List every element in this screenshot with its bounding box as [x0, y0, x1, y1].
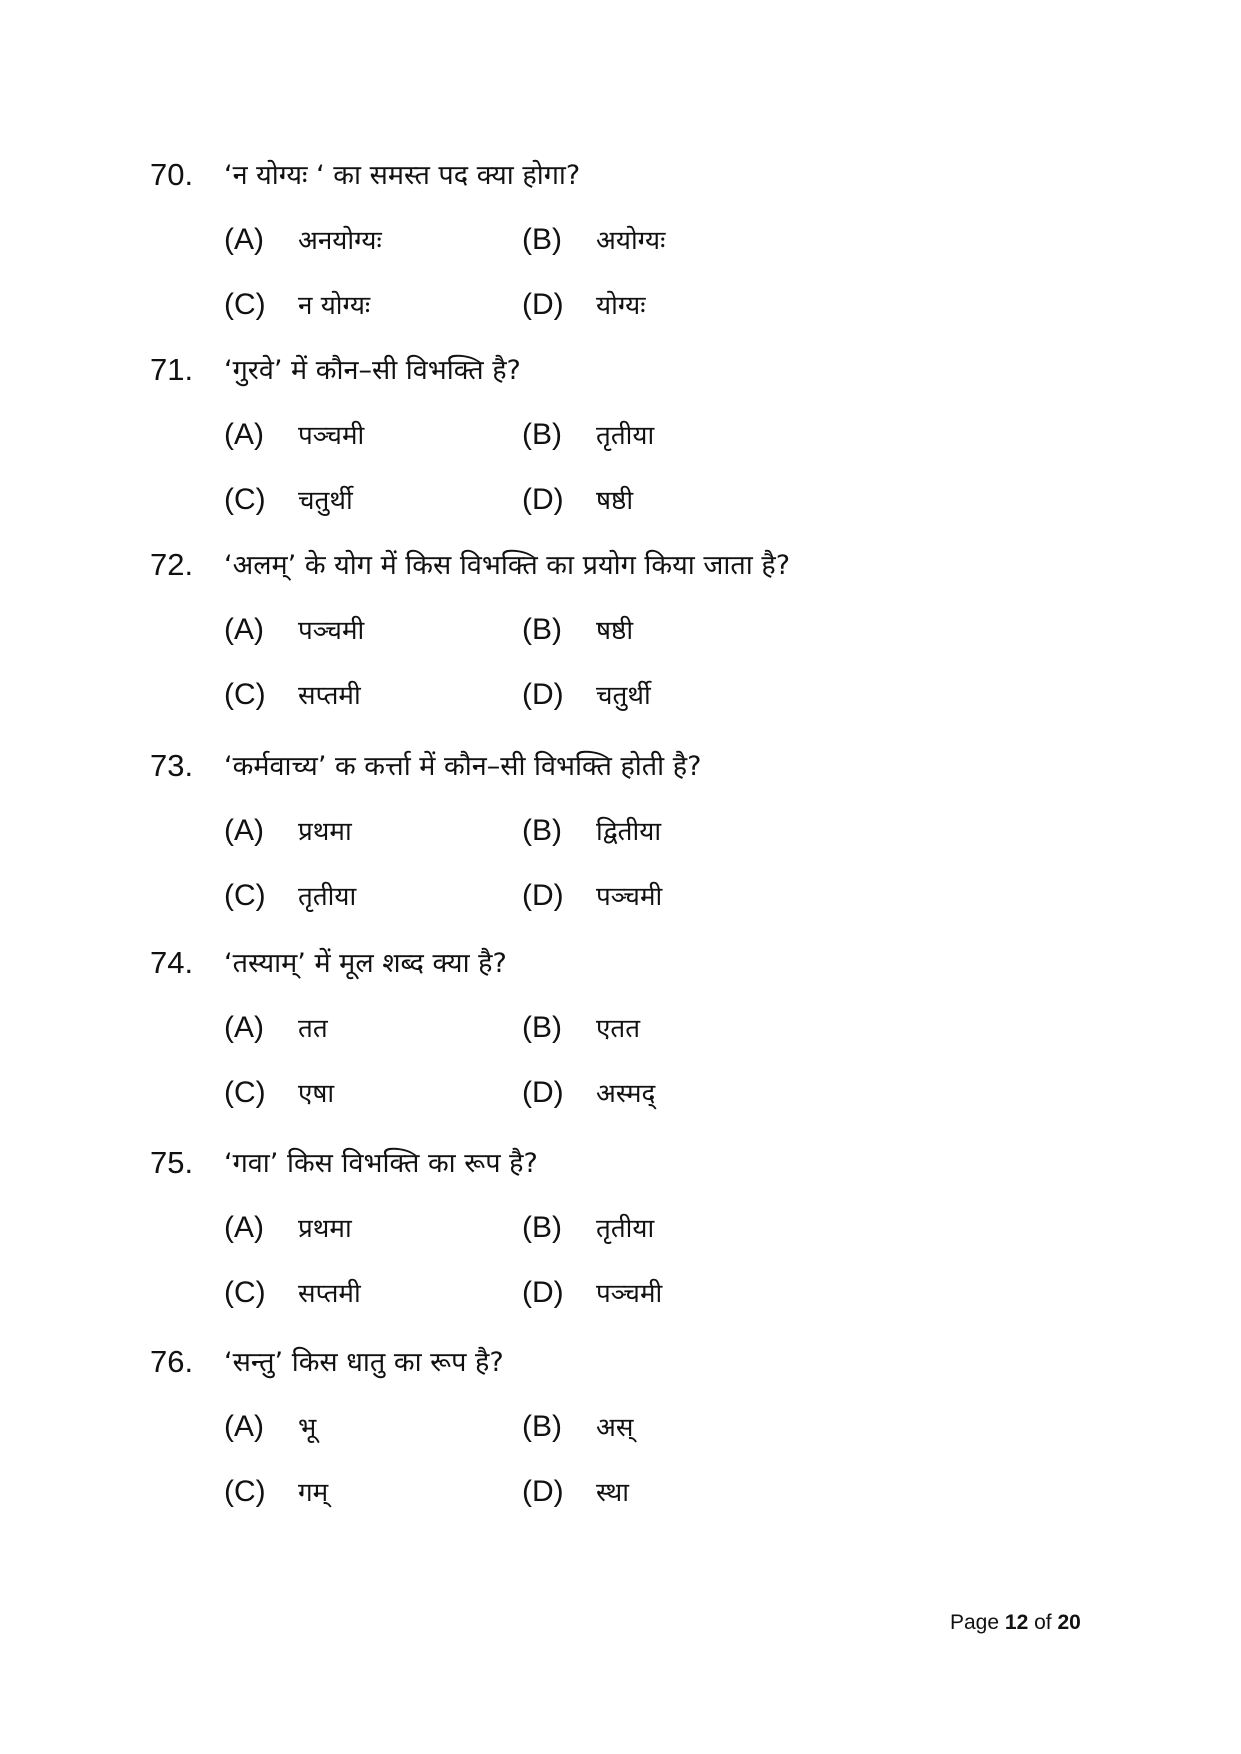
option-text: चतुर्थी: [298, 486, 353, 516]
option-text: स्था: [596, 1478, 629, 1508]
option-text: तृतीया: [298, 882, 357, 912]
option-letter: (D): [522, 288, 564, 321]
option-text: षष्ठी: [596, 616, 634, 646]
option-text: पञ्चमी: [298, 616, 365, 646]
question-text: ‘गवा’ किस विभक्ति का रूप है?: [224, 1148, 538, 1179]
option-letter: (B): [522, 613, 562, 646]
question-number: 73.: [150, 748, 194, 783]
option-text: सप्तमी: [298, 1279, 361, 1309]
option-text: सप्तमी: [298, 681, 361, 711]
option-letter: (D): [522, 483, 564, 516]
option-text: अस्: [596, 1413, 634, 1443]
question-number: 75.: [150, 1145, 194, 1180]
option-letter: (B): [522, 814, 562, 847]
option-letter: (D): [522, 879, 564, 912]
option-text: पञ्चमी: [298, 421, 365, 451]
question-text: ‘सन्तु’ किस धातु का रूप है?: [224, 1347, 504, 1378]
option-letter: (C): [224, 1475, 266, 1508]
option-text: अयोग्यः: [596, 226, 666, 256]
total-pages-number: 20: [1057, 1611, 1081, 1634]
question-number: 70.: [150, 157, 194, 192]
option-letter: (B): [522, 418, 562, 451]
option-text: चतुर्थी: [596, 681, 651, 711]
option-text: पञ्चमी: [596, 1279, 663, 1309]
question-number: 71.: [150, 352, 194, 387]
option-text: द्वितीया: [596, 817, 662, 847]
option-text: गम्: [298, 1478, 329, 1508]
option-letter: (B): [522, 223, 562, 256]
option-text: योग्यः: [596, 291, 646, 321]
question-number: 74.: [150, 945, 194, 980]
option-text: पञ्चमी: [596, 882, 663, 912]
option-letter: (C): [224, 1076, 266, 1109]
option-text: एषा: [298, 1079, 335, 1109]
option-letter: (C): [224, 483, 266, 516]
option-letter: (A): [224, 1011, 264, 1044]
option-letter: (C): [224, 678, 266, 711]
option-text: षष्ठी: [596, 486, 634, 516]
option-text: प्रथमा: [298, 1214, 352, 1244]
option-letter: (C): [224, 288, 266, 321]
question-text: ‘कर्मवाच्य’ क कर्त्ता में कौन–सी विभक्ति होती है?: [224, 751, 702, 782]
option-text: अनयोग्यः: [298, 226, 382, 256]
option-text: भू: [298, 1413, 317, 1443]
question-number: 72.: [150, 547, 194, 582]
option-letter: (A): [224, 1410, 264, 1443]
option-letter: (D): [522, 1076, 564, 1109]
option-text: तृतीया: [596, 421, 655, 451]
option-letter: (B): [522, 1410, 562, 1443]
option-text: अस्मद्: [596, 1079, 656, 1109]
question-text: ‘न योग्यः ‘ का समस्त पद क्या होगा?: [224, 160, 581, 191]
page-label: Page: [950, 1611, 1000, 1634]
question-number: 76.: [150, 1344, 194, 1379]
option-letter: (A): [224, 613, 264, 646]
option-text: न योग्यः: [298, 291, 371, 321]
option-text: प्रथमा: [298, 817, 352, 847]
option-text: तृतीया: [596, 1214, 655, 1244]
question-text: ‘तस्याम्’ में मूल शब्द क्या है?: [224, 948, 507, 979]
question-text: ‘अलम्’ के योग में किस विभक्ति का प्रयोग किया जाता है?: [224, 550, 791, 581]
option-text: तत: [298, 1014, 328, 1044]
option-letter: (B): [522, 1011, 562, 1044]
option-letter: (A): [224, 418, 264, 451]
option-letter: (A): [224, 814, 264, 847]
option-text: एतत: [596, 1014, 641, 1044]
option-letter: (D): [522, 678, 564, 711]
option-letter: (A): [224, 223, 264, 256]
question-text: ‘गुरवे’ में कौन–सी विभक्ति है?: [224, 355, 521, 386]
option-letter: (D): [522, 1276, 564, 1309]
current-page-number: 12: [1004, 1611, 1029, 1634]
page-footer: [950, 1610, 1081, 1636]
option-letter: (B): [522, 1211, 562, 1244]
page-of-label: of: [1034, 1611, 1052, 1634]
option-letter: (D): [522, 1475, 564, 1508]
option-letter: (A): [224, 1211, 264, 1244]
option-letter: (C): [224, 879, 266, 912]
option-letter: (C): [224, 1276, 266, 1309]
